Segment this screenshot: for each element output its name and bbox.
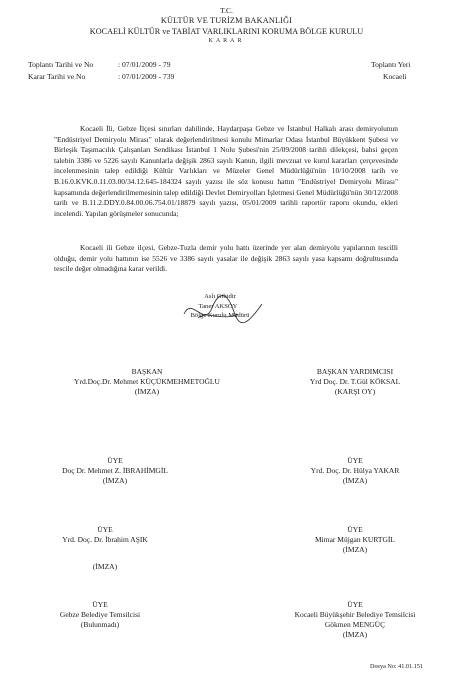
meeting-date-value: : 07/01/2009 - 79 <box>118 60 171 69</box>
stamp-certified-text: Aslı Gibidir <box>204 293 236 300</box>
signature-note: (İMZA) <box>342 630 368 639</box>
header-karar: KARAR <box>208 38 245 44</box>
meeting-date-label: Toplantı Tarihi ve No <box>28 60 94 69</box>
signature-vice-chair <box>280 367 430 397</box>
decision-date-value: : 07/01/2009 - 739 <box>118 72 175 81</box>
signature-name-2: Gökmen MENGÜÇ <box>324 620 386 629</box>
signature-member-ibrahimgil <box>40 456 190 486</box>
signature-member-gebze-municipality <box>40 600 160 630</box>
signature-name: Doç Dr. Mehmet Z. İBRAHİMGİL <box>62 466 168 475</box>
signature-name: Yrd.Doç.Dr. Mehmet KÜÇÜKMEHMETOĞLU <box>74 377 220 386</box>
body-paragraph-2: Kocaeli ili Gebze ilçesi, Gebze-Tuzla demir yolu hattı üzerinde yer alan demiryolu yapılarının tescilli olduğu, demir yolu hattının ise 5526 ve 3386 sayılı yasalar ile değişik 2863 sayılı yasa kapsamı doğrultusunda tescile değer olmadığına karar verildi. <box>54 243 398 274</box>
signature-member-yakar <box>290 456 420 486</box>
signature-title: ÜYE <box>97 525 113 534</box>
signature-member-kurtgil <box>290 525 420 555</box>
signature-title: ÜYE <box>347 456 363 465</box>
header-tc: T.C. <box>220 6 233 15</box>
signature-note: (İMZA) <box>342 545 368 554</box>
signature-title: BAŞKAN <box>131 367 163 376</box>
signature-title: ÜYE <box>107 456 123 465</box>
signature-note: (İMZA) <box>92 562 118 571</box>
signature-name: Yrd. Doç. Dr. Hülya YAKAR <box>310 466 400 475</box>
meeting-place-label: Toplantı Yeri <box>371 60 411 69</box>
file-number: Dosya No: 41.01.151 <box>370 663 423 670</box>
signature-title: BAŞKAN YARDIMCISI <box>316 367 394 376</box>
header-ministry: KÜLTÜR VE TURİZM BAKANLIĞI <box>160 16 293 25</box>
signature-name: Yrd Doç. Dr. T.Gül KÖKSAL <box>309 377 401 386</box>
header-board: KOCAELİ KÜLTÜR ve TABİAT VARLIKLARINI KORUMA BÖLGE KURULU <box>89 27 364 36</box>
signature-name: Mimar Müjgan KURTGİL <box>315 535 395 544</box>
signature-member-kocaeli-municipality <box>268 600 442 640</box>
stamp-signer-title: Bölge Kurulu Müdürü <box>190 312 250 319</box>
signature-note: (İMZA) <box>134 387 160 396</box>
signature-note: (İMZA) <box>342 476 368 485</box>
meeting-place-value: Kocaeli <box>383 72 407 81</box>
signature-chair <box>62 367 232 397</box>
signature-member-asik <box>40 525 170 545</box>
signature-title: ÜYE <box>347 525 363 534</box>
signature-name: Gebze Belediye Temsilcisi <box>59 610 141 619</box>
body-paragraph-1: Kocaeli İli, Gebze İlçesi sınırları dahilinde, Haydarpaşa Gebze ve İstanbul Halkalı arası demiryolunun "Endüstriyel Demiryolu Mirası" olarak değerlendirilmesi konulu Mimarlar Odası İstanbul Büyükkent Şubesi ve Birleşik Taşımacılık Çalışanları Sendikası İstanbul 1 Nolu Şubesi'nin 25/09/2008 tarihli dilekçesi, bahsi geçen talebin 3386 ve 5226 sayılı Kanunlarla değişik 2863 sayılı Kanun, ilgili mevzuat ve kurul kararları çerçevesinde incelenmesinin talep edildiği Kültür Varlıkları ve Müzeler Genel Müdürlüğü'nün 10/10/2008 tarih ve B.16.0.KVK.0.11.03.00/34.12.645-184324 sayılı yazısı ile söz konusu hattın "Endüstriyel Demiryolu Mirası" kapsamında değerlendirilmemesinin talep edildiği Devlet Demiryolları İşletmesi Genel Müdürlüğü'nün 30/12/2008 tarih ve B.11.2.DDY.0.84.00.06.754.01/18879 sayılı yazısı, 05/01/2009 tarihli raportör raporu okundu, ekleri incelendi. Yapılan görüşmeler sonucunda; <box>54 124 398 218</box>
signature-member-asik-note <box>40 562 170 572</box>
certified-copy-stamp <box>178 288 270 334</box>
signature-name: Yrd. Doç. Dr. İbrahim AŞIK <box>62 535 148 544</box>
signature-title: ÜYE <box>347 600 363 609</box>
decision-date-label: Karar Tarihi ve No <box>28 72 86 81</box>
signature-note: (İMZA) <box>102 476 128 485</box>
stamp-signer-name: Taner AKSOY <box>198 303 238 310</box>
signature-note: (KARŞI OY) <box>334 387 376 396</box>
signature-title: ÜYE <box>92 600 108 609</box>
signature-name: Kocaeli Büyükşehir Belediye Temsilcisi <box>294 610 416 619</box>
signature-note: (Bulunmadı) <box>80 620 120 629</box>
